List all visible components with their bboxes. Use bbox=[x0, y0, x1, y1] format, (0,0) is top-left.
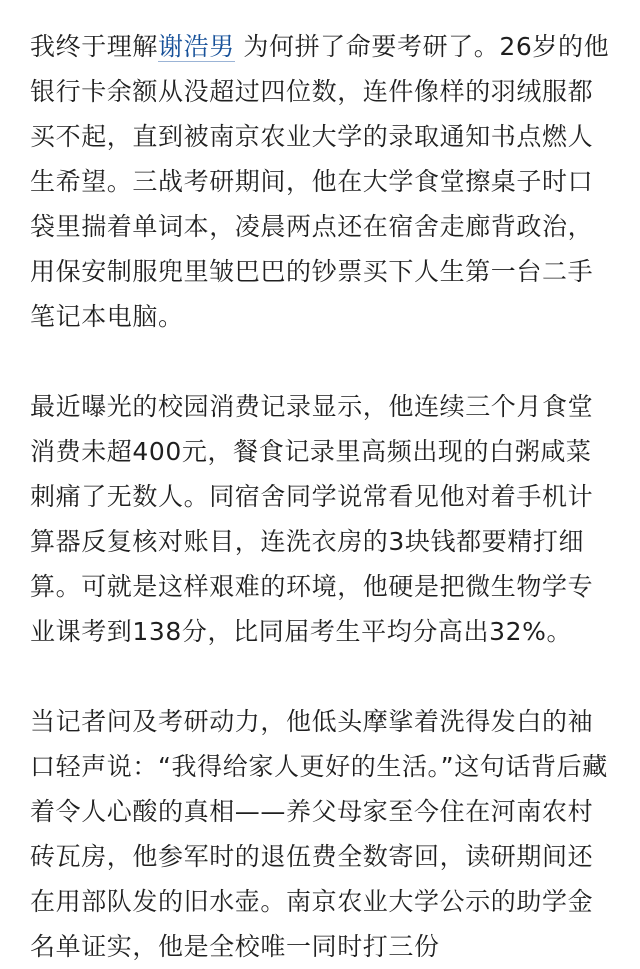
paragraph-2: 最近曝光的校园消费记录显示，他连续三个月食堂消费未超400元，餐食记录里高频出现的白粥咸菜刺痛了无数人。同宿舍同学说常看见他对着手机计算器反复核对账目，连洗衣房的3块钱都要精打细算。可就是这样艰难的环境，他硬是把微生物学专业课考到138分，比同届考生平均分高出32%。 bbox=[30, 392, 594, 646]
paragraph-1-rest: 为何拼了命要考研了。26岁的他银行卡余额从没超过四位数，连件像样的羽绒服都买不起，直到被南京农业大学的录取通知书点燃人生希望。三战考研期间，他在大学食堂擦桌子时口袋里揣着单词本，凌晨两点还在宿舍走廊背政治，用保安制服兜里皱巴巴的钞票买下人生第一台二手笔记本电脑。 bbox=[30, 32, 610, 331]
article-body bbox=[30, 24, 612, 969]
paragraph-3: 当记者问及考研动力，他低头摩挲着洗得发白的袖口轻声说：“我得给家人更好的生活。”这句话背后藏着令人心酸的真相——养父母家至今住在河南农村砖瓦房，他参军时的退伍费全数寄回，读研期间还在用部队发的旧水壶。南京农业大学公示的助学金名单证实，他是全校唯一同时打三份 bbox=[30, 707, 608, 961]
paragraph-1 bbox=[30, 24, 612, 339]
paragraph-1-intro: 我终于理解 bbox=[30, 32, 159, 61]
person-name-link[interactable]: 谢浩男 bbox=[158, 32, 235, 61]
